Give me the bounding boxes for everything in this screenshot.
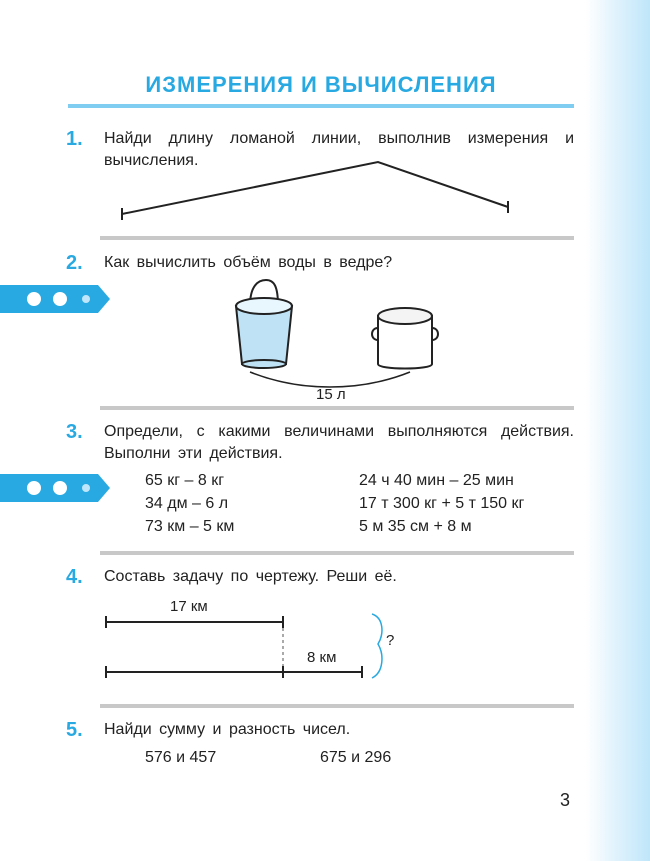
- exercise: 65 кг – 8 кг: [145, 472, 225, 489]
- task-1-number: 1.: [66, 128, 83, 150]
- exercise: 17 т 300 кг + 5 т 150 кг: [359, 495, 525, 512]
- task-5-number: 5.: [66, 719, 83, 741]
- page-number: 3: [560, 790, 571, 810]
- exercise: 24 ч 40 мин – 25 мин: [359, 472, 514, 489]
- number-pair: 576 и 457: [145, 749, 217, 766]
- number-pair: 675 и 296: [320, 749, 392, 766]
- task-4-text: Составь задачу по чертежу. Реши её.: [104, 568, 397, 585]
- task-divider: [100, 704, 574, 708]
- task-5-text: Найди сумму и разность чисел.: [104, 721, 351, 738]
- exercise: 73 км – 5 км: [145, 518, 235, 535]
- task-3-text: Определи, с какими величинами выполняются действия. Выполни эти действия.: [104, 423, 574, 462]
- task-2-text: Как вычислить объём воды в ведре?: [104, 254, 393, 271]
- exercise: 5 м 35 см + 8 м: [359, 518, 472, 535]
- task-2-number: 2.: [66, 252, 83, 274]
- exercise: 34 дм – 6 л: [145, 495, 229, 512]
- segment-label-top: 17 км: [170, 598, 208, 615]
- volume-label: 15 л: [316, 386, 346, 403]
- task-1-text: Найди длину ломаной линии, выполнив измерения и вычисления.: [104, 130, 574, 169]
- task-3-number: 3.: [66, 421, 83, 443]
- page-title: ИЗМЕРЕНИЯ И ВЫЧИСЛЕНИЯ: [145, 72, 497, 97]
- question-mark: ?: [386, 632, 395, 649]
- task-4-number: 4.: [66, 566, 83, 588]
- segment-label-bottom: 8 км: [307, 649, 337, 666]
